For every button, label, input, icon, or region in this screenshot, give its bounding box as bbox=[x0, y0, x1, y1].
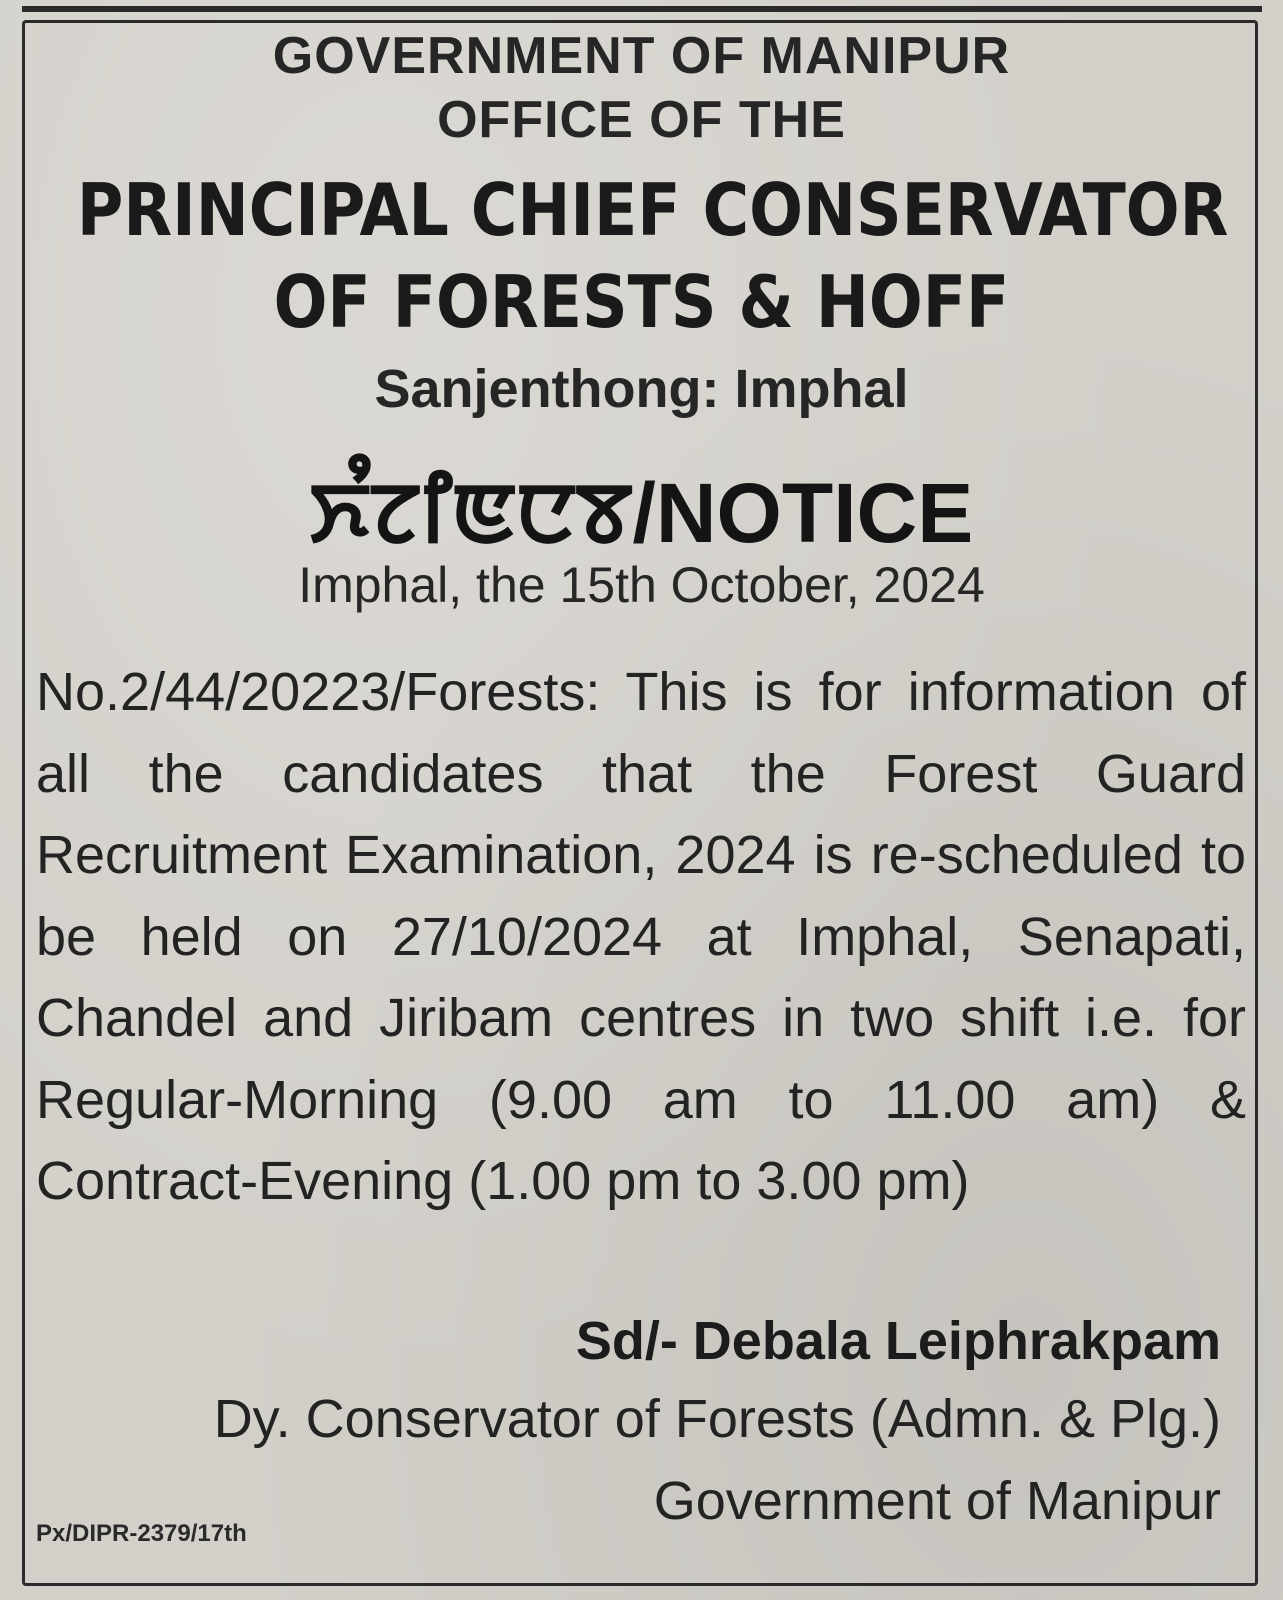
notice-date: Imphal, the 15th October, 2024 bbox=[298, 557, 985, 613]
department-heading-line1: PRINCIPAL CHIEF CONSERVATOR bbox=[76, 168, 1229, 252]
office-heading: OFFICE OF THE bbox=[437, 91, 846, 149]
government-heading: GOVERNMENT OF MANIPUR bbox=[272, 27, 1011, 85]
notice-body: No.2/44/20223/Forests: This is for information of all the candidates that the Forest Guard Recruitment Examination, 2024 is re-scheduled to be held on 27/10/2024 at Imphal, Senapati, Chandel and Jiribam centres in two shift i.e. for Regular-Morning (9.00 am to 11.00 am) & Contract-Evening (1.00 pm to 3.00 pm) bbox=[36, 662, 1246, 1211]
top-rule bbox=[22, 6, 1262, 12]
signatory-designation: Dy. Conservator of Forests (Admn. & Plg.) bbox=[213, 1389, 1221, 1449]
department-heading-line2: OF FORESTS & HOFF bbox=[273, 260, 1010, 344]
signatory-name: Sd/- Debala Leiphrakpam bbox=[575, 1311, 1221, 1371]
reference-code: Px/DIPR-2379/17th bbox=[36, 1520, 247, 1547]
office-location: Sanjenthong: Imphal bbox=[374, 359, 909, 419]
signatory-government: Government of Manipur bbox=[653, 1471, 1221, 1531]
notice-title: ꯈꯪꯖꯤꯟꯅꯕ/NOTICE bbox=[309, 466, 974, 560]
